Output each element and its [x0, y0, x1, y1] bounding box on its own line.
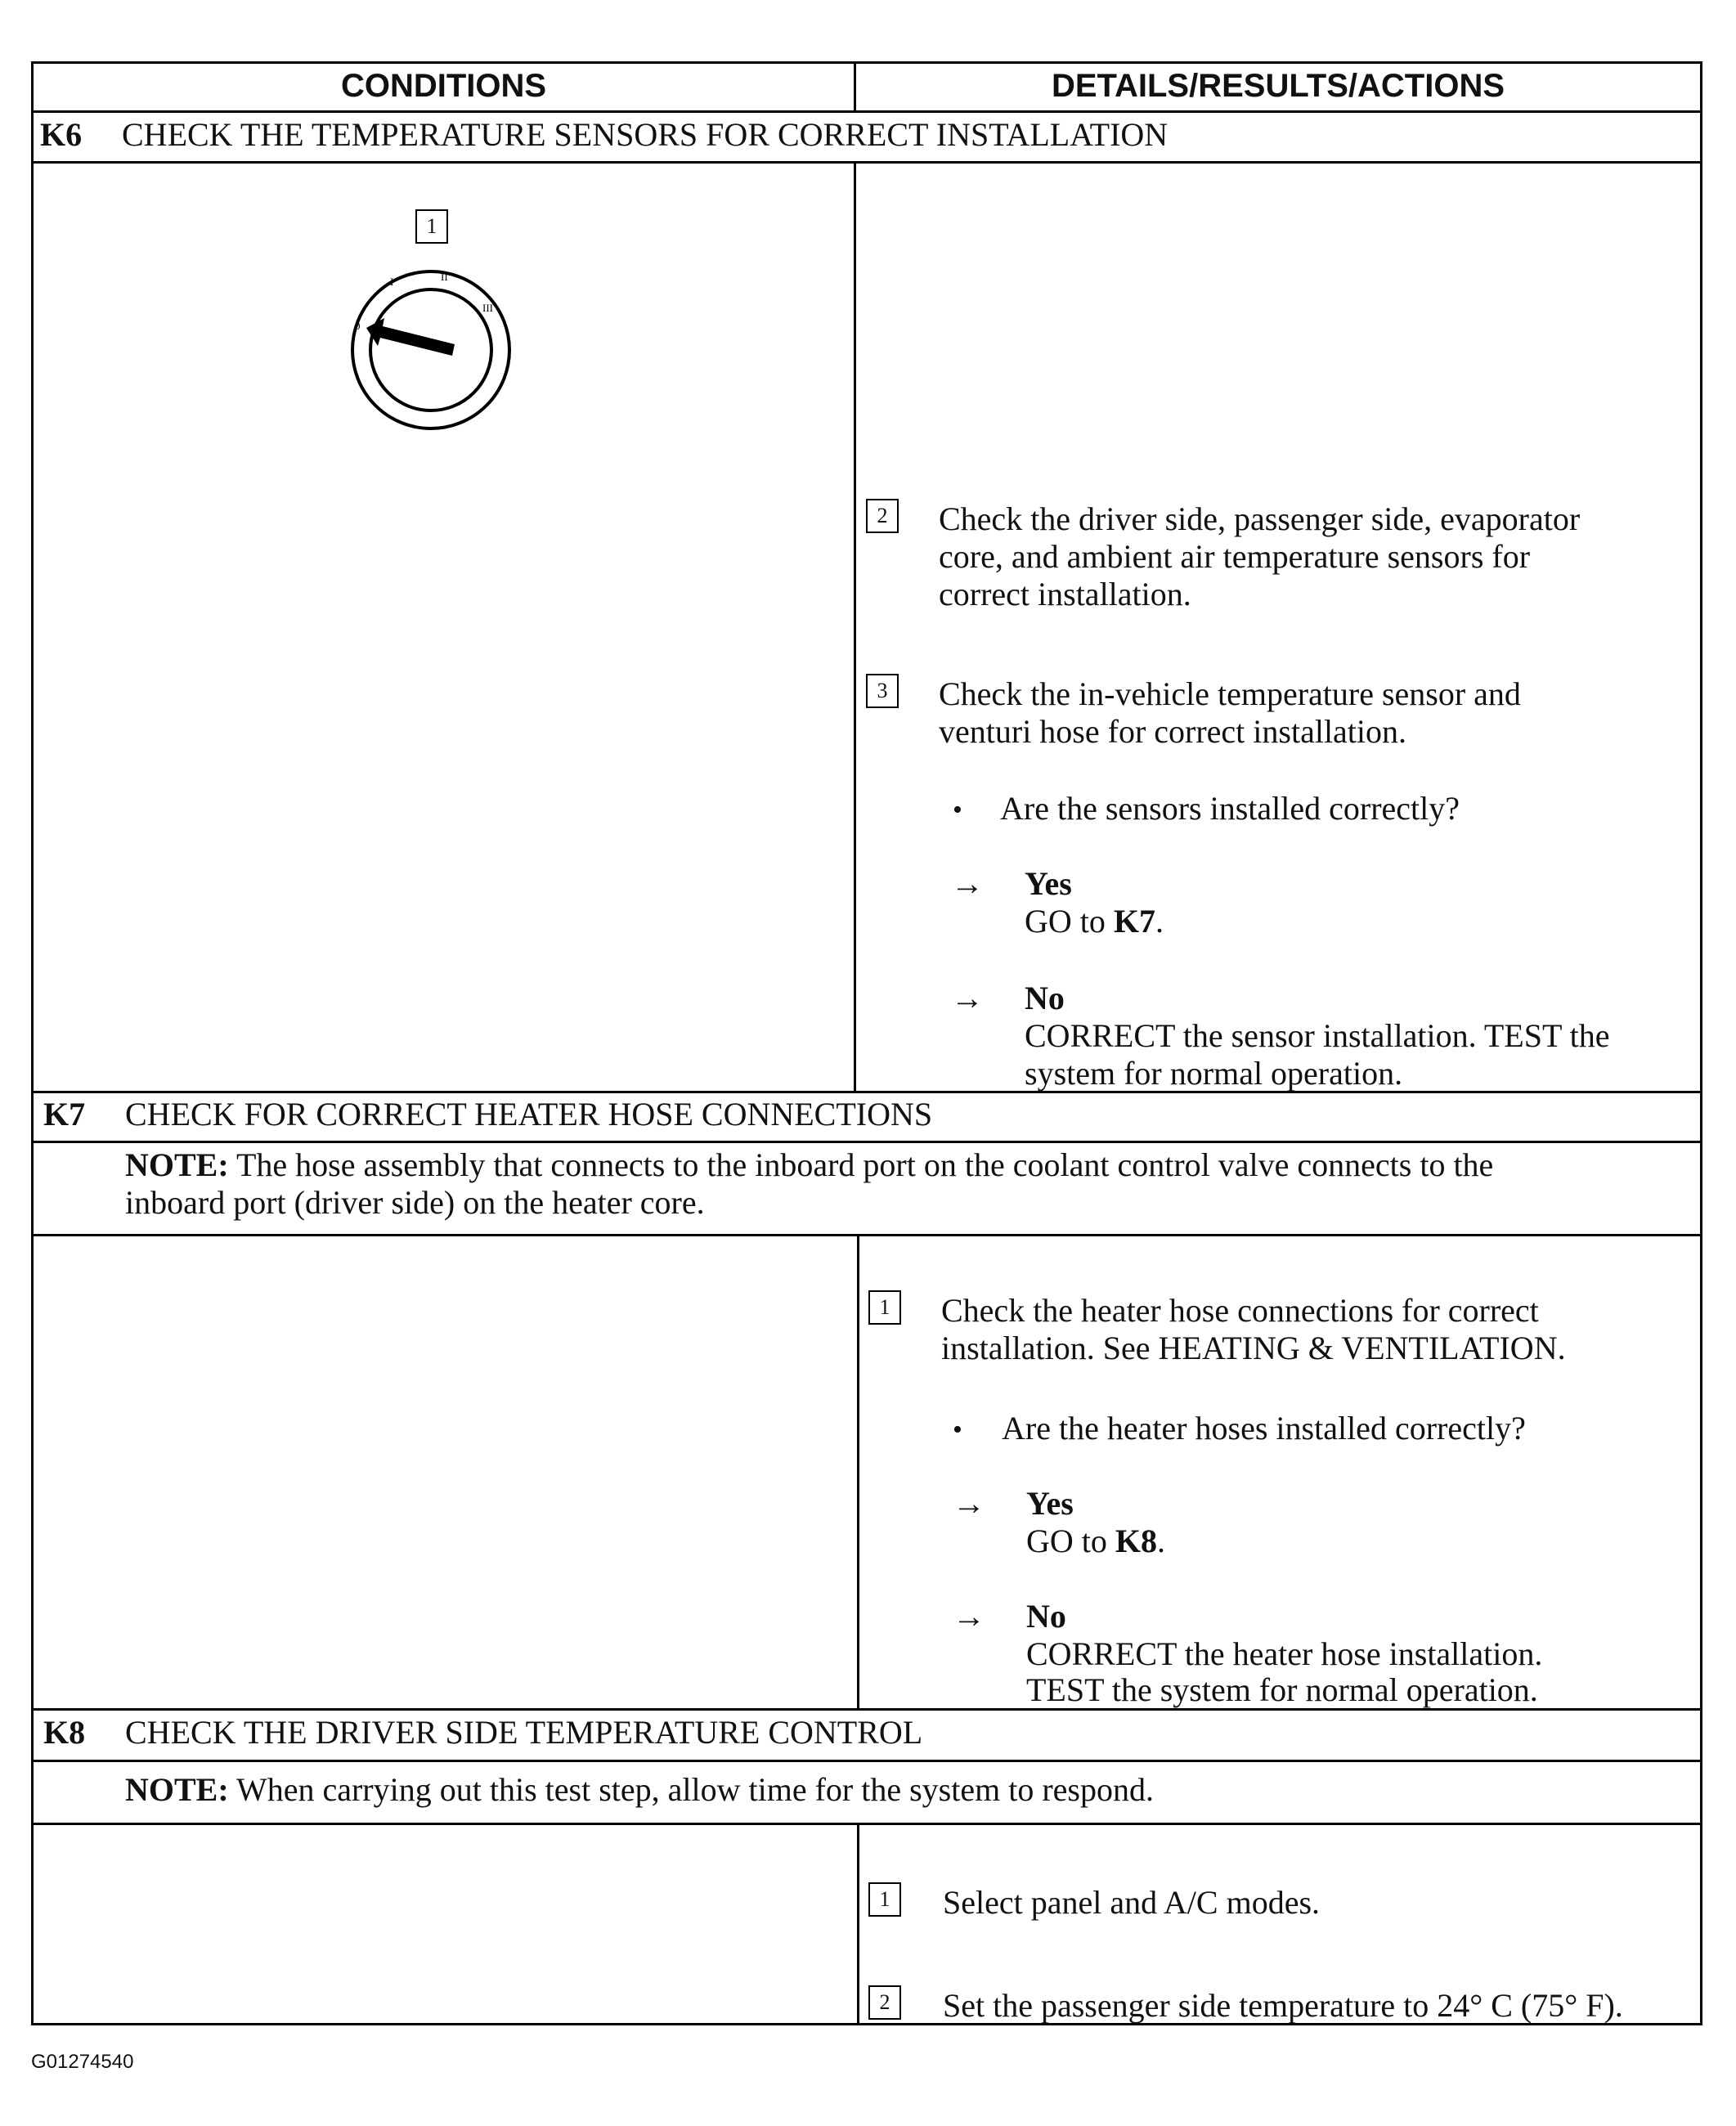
rule-k7-top: [34, 1091, 1700, 1093]
k7-note-line-1: NOTE: The hose assembly that connects to the inboard port on the coolant control valve connects to the: [125, 1146, 1494, 1183]
k7-step-id: K7: [43, 1096, 86, 1133]
ignition-position-1: I: [390, 276, 394, 288]
header-details: DETAILS/RESULTS/ACTIONS: [1051, 68, 1505, 104]
k8-item-1-text: Select panel and A/C modes.: [943, 1884, 1321, 1921]
ignition-position-3: III: [482, 302, 493, 314]
k8-item-1-number: 1: [868, 1882, 901, 1917]
k6-item-2-number: 2: [866, 499, 899, 533]
k7-no-line-1: CORRECT the heater hose installation.: [1026, 1635, 1543, 1672]
k6-item-2-line-3: correct installation.: [939, 576, 1191, 612]
rule-k7-note-bottom: [34, 1234, 1700, 1236]
k7-question-bullet: •: [953, 1415, 962, 1445]
k6-item-3-line-1: Check the in-vehicle temperature sensor and: [939, 675, 1521, 712]
k8-step-id: K8: [43, 1714, 86, 1751]
k7-item-1-line-2: installation. See HEATING & VENTILATION.: [941, 1330, 1566, 1366]
k7-yes-arrow: →: [953, 1485, 985, 1522]
header-conditions: CONDITIONS: [340, 68, 547, 104]
ignition-position-2: II: [441, 271, 448, 283]
k7-title: CHECK FOR CORRECT HEATER HOSE CONNECTIONS: [125, 1096, 933, 1133]
k6-question-bullet: •: [953, 795, 962, 825]
k6-question: Are the sensors installed correctly?: [1000, 790, 1460, 827]
k6-item-3-line-2: venturi hose for correct installation.: [939, 713, 1407, 750]
column-divider-k8: [857, 1825, 859, 2025]
rule-k6-title-bottom: [34, 161, 1700, 164]
k7-item-1-line-1: Check the heater hose connections for correct: [941, 1292, 1539, 1329]
k6-item-3-number: 3: [866, 674, 899, 708]
k7-yes-label: Yes: [1026, 1485, 1074, 1522]
k7-no-line-2: TEST the system for normal operation.: [1026, 1671, 1538, 1708]
figure-id: G01274540: [31, 2051, 134, 2073]
k8-item-2-text: Set the passenger side temperature to 24° C (75° F).: [943, 1987, 1623, 2024]
column-divider-k7: [857, 1236, 859, 1708]
ignition-position-0: 0: [355, 320, 361, 332]
ignition-switch-icon: [345, 264, 517, 436]
rule-k8-title-bottom: [34, 1760, 1700, 1762]
k7-question: Are the heater hoses installed correctly?: [1002, 1410, 1526, 1446]
k6-figure-callout: 1: [415, 209, 448, 244]
rule-header-bottom: [34, 110, 1700, 113]
k6-yes-action: GO to K7.: [1025, 903, 1164, 940]
k8-item-2-number: 2: [868, 1985, 901, 2020]
k8-title: CHECK THE DRIVER SIDE TEMPERATURE CONTROL: [125, 1714, 923, 1751]
k6-item-2-line-1: Check the driver side, passenger side, evaporator: [939, 500, 1581, 537]
k8-note: NOTE: When carrying out this test step, allow time for the system to respond.: [125, 1771, 1154, 1808]
k6-no-line-2: system for normal operation.: [1025, 1055, 1403, 1092]
k6-yes-label: Yes: [1025, 865, 1072, 902]
k6-yes-arrow: →: [951, 865, 984, 902]
diagnostic-table: [31, 61, 1702, 2025]
rule-k8-note-bottom: [34, 1823, 1700, 1825]
k6-no-label: No: [1025, 980, 1065, 1016]
k6-no-arrow: →: [951, 980, 984, 1016]
k6-no-line-1: CORRECT the sensor installation. TEST the: [1025, 1017, 1610, 1054]
k6-title: CHECK THE TEMPERATURE SENSORS FOR CORRECT INSTALLATION: [122, 116, 1169, 153]
k7-item-1-number: 1: [868, 1290, 901, 1325]
k7-note-line-2: inboard port (driver side) on the heater core.: [125, 1184, 705, 1221]
column-divider-k6: [854, 164, 856, 1091]
k7-yes-action: GO to K8.: [1026, 1523, 1166, 1559]
k7-no-arrow: →: [953, 1598, 985, 1635]
k7-no-label: No: [1026, 1598, 1066, 1635]
rule-k7-title-bottom: [34, 1141, 1700, 1143]
k6-item-2-line-2: core, and ambient air temperature sensors for: [939, 538, 1531, 575]
k6-step-id: K6: [40, 116, 83, 153]
